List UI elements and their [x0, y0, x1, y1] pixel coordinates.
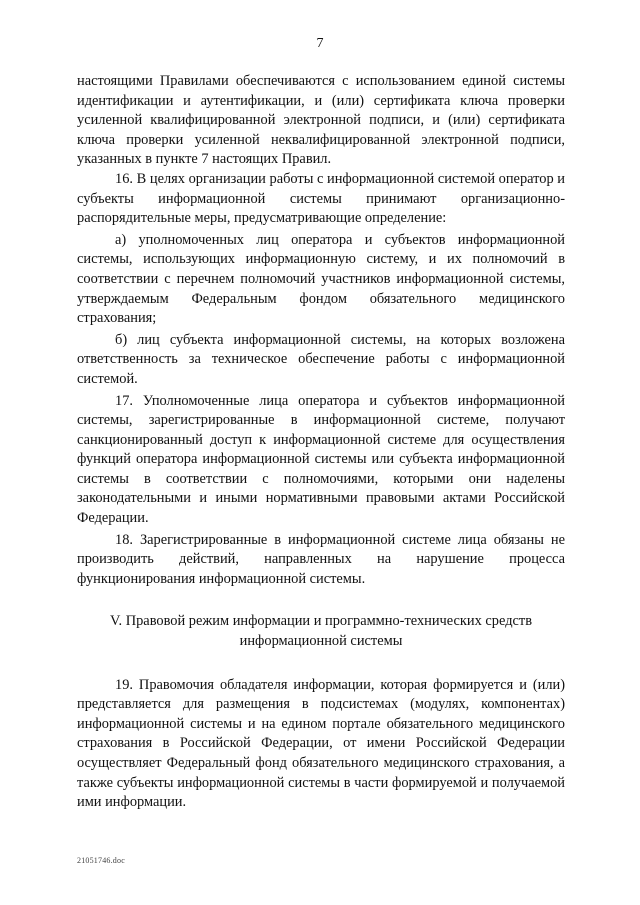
footer-document-code: 21051746.doc: [77, 856, 125, 865]
paragraph-16a: а) уполномоченных лиц оператора и субъектов информационной системы, использующих информационную систему, и их полномочий в соответствии с перечнем полномочий участников информационной системы, утверждаемым Федеральным фондом обязательного медицинского страхования;: [77, 231, 565, 327]
section-heading-line-2: информационной системы: [239, 633, 403, 650]
section-heading: [77, 612, 565, 651]
paragraph-19: 19. Правомочия обладателя информации, которая формируется и (или) представляется для размещения в подсистемах (модулях, компонентах) информационной системы и на едином портале обязательного медицинского страхования в Российской Федерации, от имени Российской Федерации осуществляет Федеральный фонд обязательного медицинского страхования, а также субъекты информационной системы в части формируемой и получаемой ими информации.: [77, 676, 565, 811]
page-number: 7: [316, 36, 324, 51]
paragraph-16: 16. В целях организации работы с информационной системой оператор и субъекты информационной системы принимают организационно-распорядительные меры, предусматривающие определение:: [77, 170, 565, 227]
section-heading-line-1: V. Правовой режим информации и программно-технических средств: [109, 613, 532, 630]
paragraph-16b: б) лиц субъекта информационной системы, на которых возложена ответственность за техническое обеспечение работы с информационной системой.: [77, 331, 565, 387]
paragraph-continuation: настоящими Правилами обеспечиваются с использованием единой системы идентификации и аутентификации, и (или) сертификата ключа проверки усиленной квалифицированной электронной подписи, и (или) сертификата ключа проверки усиленной неквалифицированной электронной подписи, указанных в пункте 7 настоящих Правил.: [77, 73, 565, 168]
paragraph-17: 17. Уполномоченные лица оператора и субъектов информационной системы, зарегистрированные в информационной системе, получают санкционированный доступ к информационной системе для осуществления функций оператора информационной системы или субъекта информационной системы в соответствии с полномочиями, которыми они наделены законодательными и иными нормативными правовыми актами Российской Федерации.: [77, 392, 565, 527]
document-body: [77, 72, 565, 813]
paragraph-18: 18. Зарегистрированные в информационной системе лица обязаны не производить действий, направленных на нарушение процесса функционирования информационной системы.: [77, 531, 565, 587]
